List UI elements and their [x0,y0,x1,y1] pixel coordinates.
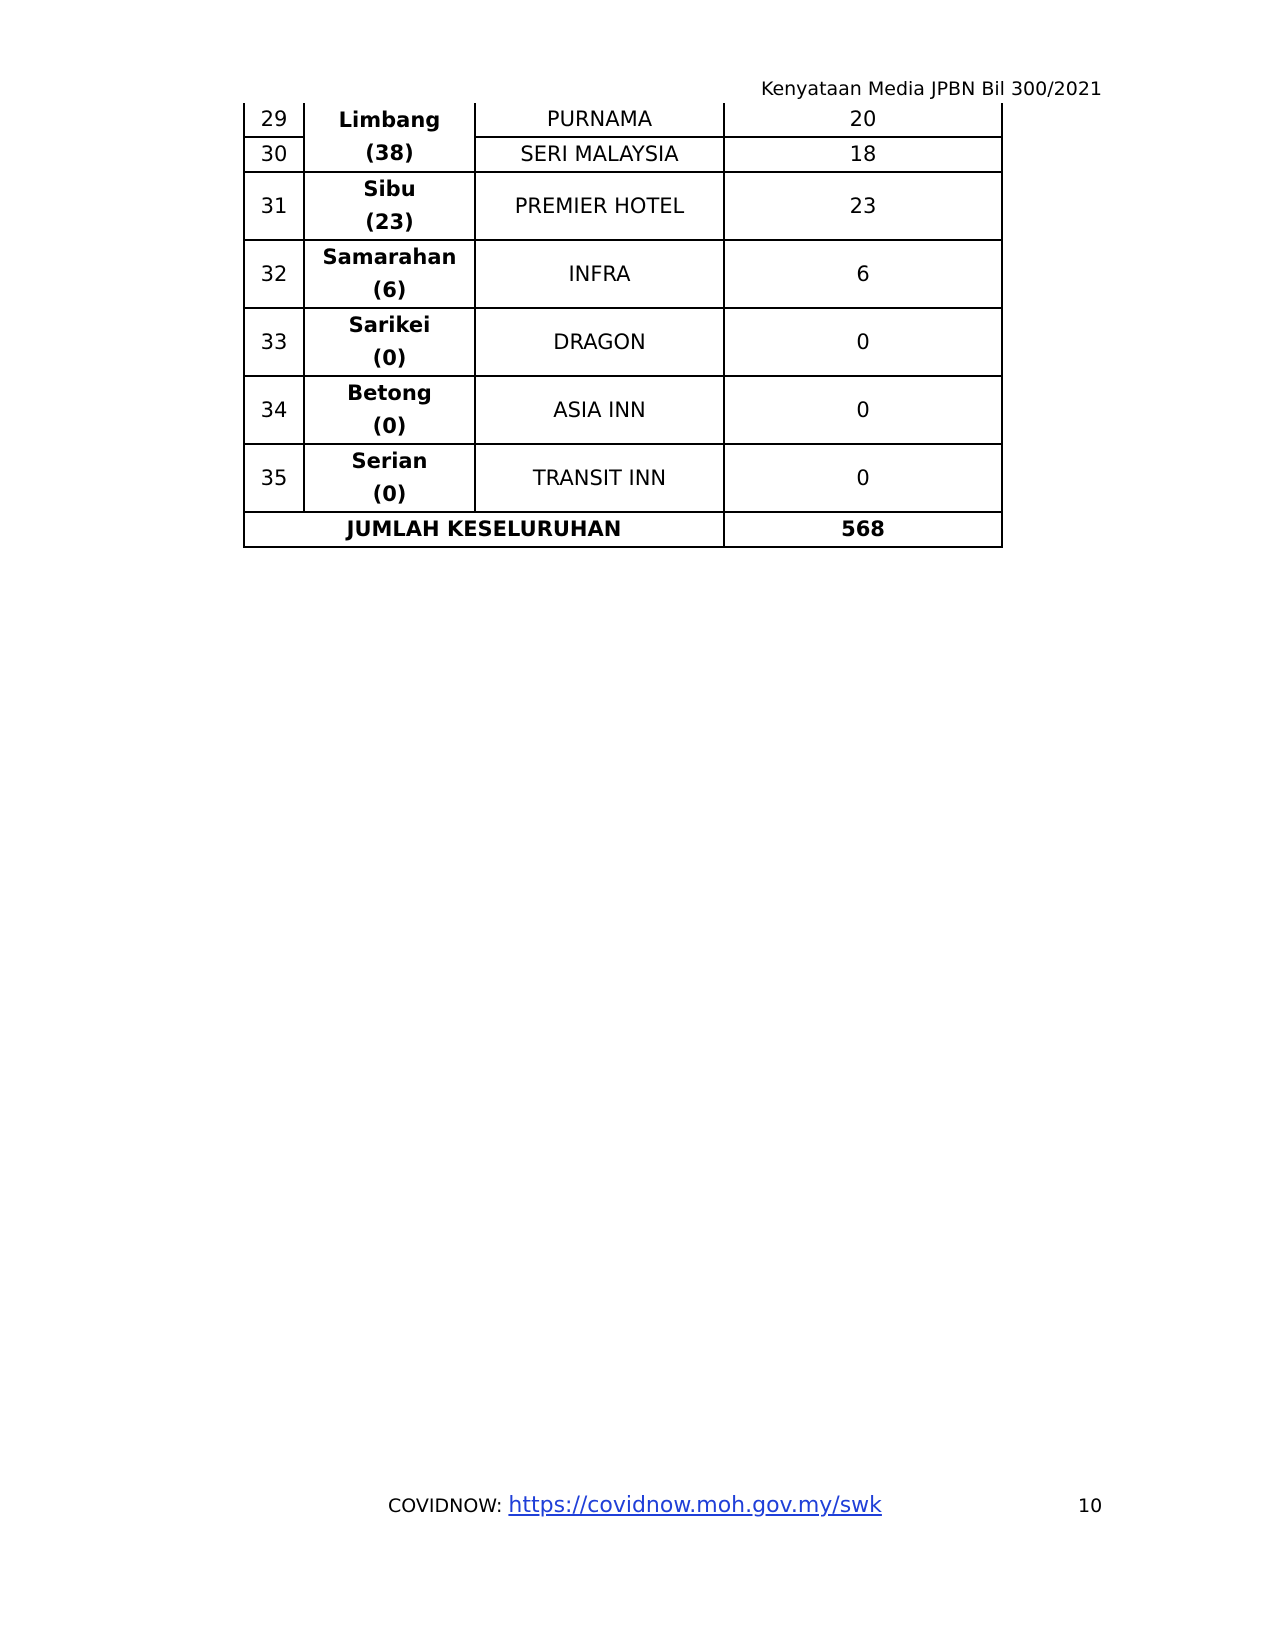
row-number: 35 [244,444,304,512]
footer-label: COVIDNOW: [388,1495,509,1517]
district-total: (23) [365,210,414,234]
district-name: Betong [347,381,432,405]
row-number: 31 [244,172,304,240]
hotel-count: 0 [724,376,1002,444]
district-cell [304,172,475,240]
district-cell [304,240,475,308]
district-name: Serian [351,449,428,473]
district-cell [304,444,475,512]
district-total: (6) [372,278,407,302]
hotel-count: 0 [724,308,1002,376]
district-total: (0) [372,414,407,438]
district-cell [304,376,475,444]
quarantine-hotel-table [243,103,1003,548]
table-row [244,240,1002,308]
row-number: 29 [244,103,304,137]
hotel-name: INFRA [475,240,724,308]
hotel-name: SERI MALAYSIA [475,137,724,172]
document-reference: Kenyataan Media JPBN Bil 300/2021 [760,78,1102,100]
hotel-count: 6 [724,240,1002,308]
district-cell [304,308,475,376]
table-row [244,376,1002,444]
district-total: (38) [365,141,414,165]
district-name: Sibu [363,177,416,201]
hotel-count: 0 [724,444,1002,512]
total-row [244,512,1002,547]
footer-source [388,1492,882,1520]
hotel-count: 18 [724,137,1002,172]
district-total: (0) [372,346,407,370]
hotel-name: ASIA INN [475,376,724,444]
hotel-name: PREMIER HOTEL [475,172,724,240]
total-label: JUMLAH KESELURUHAN [244,512,724,547]
row-number: 34 [244,376,304,444]
district-total: (0) [372,482,407,506]
table-row [244,172,1002,240]
hotel-name: PURNAMA [475,103,724,137]
district-cell [304,103,475,172]
table-row [244,444,1002,512]
covidnow-link[interactable]: https://covidnow.moh.gov.my/swk [508,1493,882,1518]
hotel-name: DRAGON [475,308,724,376]
row-number: 30 [244,137,304,172]
row-number: 33 [244,308,304,376]
hotel-count: 23 [724,172,1002,240]
table-row [244,103,1002,137]
table-row [244,308,1002,376]
district-name: Sarikei [348,313,431,337]
row-number: 32 [244,240,304,308]
hotel-name: TRANSIT INN [475,444,724,512]
page-number: 10 [1078,1495,1103,1517]
total-value: 568 [724,512,1002,547]
hotel-count: 20 [724,103,1002,137]
district-name: Samarahan [322,245,457,269]
district-name: Limbang [338,108,441,132]
